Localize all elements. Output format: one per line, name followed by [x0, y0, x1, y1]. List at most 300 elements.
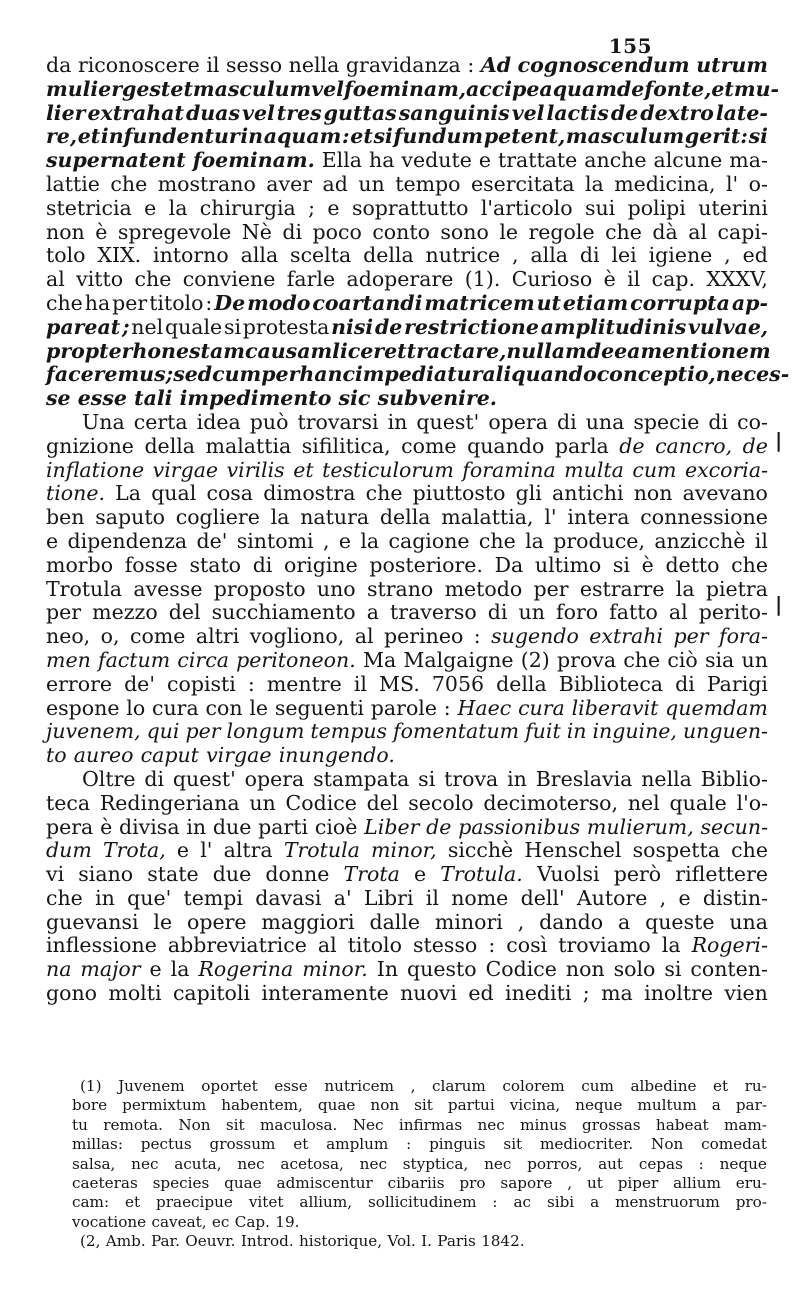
word: liberavit — [571, 695, 659, 720]
word: Juvenem — [118, 1077, 185, 1095]
word: Paris — [437, 1232, 476, 1251]
word: cognoscendum — [517, 53, 690, 77]
word: hanc — [299, 362, 355, 387]
word: state — [147, 862, 199, 887]
word: Ella — [321, 148, 363, 173]
word: come — [130, 624, 186, 649]
word: riflettere — [675, 862, 768, 887]
word: si — [748, 124, 768, 149]
word: admiscentur — [276, 1173, 373, 1192]
word: si — [418, 766, 436, 791]
word: inflessione — [46, 933, 157, 958]
word: : — [473, 624, 481, 649]
word: Oeuvr. — [185, 1232, 236, 1251]
word: stetricia — [46, 195, 132, 220]
word: secun- — [700, 814, 768, 839]
word: ap- — [731, 290, 768, 315]
word: stampata — [313, 766, 410, 791]
word: nec — [484, 1154, 512, 1173]
word: de — [426, 814, 452, 839]
word: e — [678, 885, 691, 910]
word: le — [153, 909, 173, 934]
word: nullam — [506, 338, 587, 363]
word: malattia — [205, 433, 292, 458]
word: sesso — [226, 53, 283, 77]
word: cibariis — [387, 1173, 445, 1192]
word: In — [376, 957, 399, 982]
word: causam — [244, 338, 333, 363]
word: siano — [78, 862, 134, 887]
word: aver — [266, 171, 313, 196]
word: ad — [322, 171, 348, 196]
word: tempi — [183, 885, 243, 910]
word: nec — [477, 1115, 505, 1134]
word: menstruorum — [615, 1193, 720, 1212]
word: Trotula. — [440, 862, 523, 887]
word: secolo — [408, 790, 474, 815]
word: nella — [641, 766, 692, 791]
word: parla — [554, 433, 609, 458]
word: dell' — [520, 885, 565, 910]
word: strano — [366, 576, 434, 601]
word: Autore — [576, 885, 648, 910]
text-line — [46, 316, 768, 340]
word: protesta — [242, 314, 330, 339]
word: dipendenza — [67, 528, 188, 553]
word: intera — [567, 505, 630, 530]
word: opera — [244, 766, 305, 791]
word: : — [698, 1154, 704, 1173]
word: cum — [632, 457, 677, 482]
word: (1). — [464, 267, 501, 292]
word: nec — [359, 1154, 387, 1173]
word: nome — [451, 885, 509, 910]
word: mam- — [723, 1115, 767, 1134]
word: clarum — [431, 1077, 486, 1095]
word: inediti — [505, 981, 572, 1006]
word: utrum — [696, 53, 768, 77]
word: della — [496, 671, 547, 696]
word: gli — [515, 481, 542, 506]
word: al — [317, 933, 337, 958]
word: antichi — [552, 481, 624, 506]
word: de' — [124, 671, 155, 696]
word: quest' — [416, 409, 480, 434]
word: allium — [673, 1173, 721, 1192]
word: fundum — [393, 124, 484, 149]
word: sicchè — [447, 838, 514, 863]
word: gestet — [122, 76, 193, 101]
word: al — [46, 267, 65, 292]
word: guevansi — [46, 909, 139, 934]
word: , — [659, 885, 667, 910]
word: avesse — [133, 576, 203, 601]
word: mulierum, — [586, 814, 694, 839]
word: che — [46, 885, 83, 910]
word: in — [387, 409, 408, 434]
word: nisi — [331, 314, 374, 339]
word: stesso — [413, 933, 478, 958]
word: vocatione — [72, 1212, 147, 1231]
word: opere — [187, 909, 247, 934]
word: l' — [200, 838, 213, 863]
word: , — [410, 1077, 416, 1095]
word: lactis — [546, 100, 609, 125]
word: allium, — [299, 1193, 353, 1212]
word: è — [641, 552, 654, 577]
word: et — [293, 1135, 309, 1154]
word: impediatur — [354, 362, 483, 387]
text-line — [46, 958, 768, 982]
word: de — [610, 100, 639, 125]
footnote-line — [72, 1116, 767, 1135]
word: virgae — [152, 457, 219, 482]
word: in — [186, 814, 207, 839]
word: Libri — [363, 885, 414, 910]
word: titolo — [347, 933, 402, 958]
word: partui — [447, 1096, 495, 1115]
word: intorno — [153, 243, 229, 268]
word: errore — [46, 671, 113, 696]
word: un — [358, 171, 385, 196]
word: ciò — [667, 647, 698, 672]
word: Rogeri- — [691, 933, 768, 958]
text-line — [46, 744, 768, 768]
word: longum — [226, 719, 305, 744]
text-line — [46, 221, 768, 245]
word: Ad — [480, 53, 512, 77]
word: eru- — [735, 1173, 767, 1192]
word: produce, — [553, 528, 645, 553]
word: inoltre — [644, 981, 713, 1006]
word: ed — [468, 981, 494, 1006]
text-line — [46, 506, 768, 530]
word: e — [144, 195, 157, 220]
text-line — [46, 863, 768, 887]
word: inungendo. — [278, 743, 395, 768]
word: non — [370, 1096, 400, 1115]
word: della — [144, 433, 196, 458]
word: caveat, — [151, 1212, 207, 1231]
word: impedimento — [179, 386, 332, 411]
word: proposto — [213, 576, 306, 601]
word: divisa — [118, 814, 180, 839]
word: due — [212, 862, 252, 887]
word: sia — [704, 647, 735, 672]
word: 19. — [275, 1212, 300, 1231]
word: : — [467, 53, 475, 77]
text-line — [46, 362, 790, 387]
word: propter — [46, 338, 133, 363]
word: si — [223, 314, 242, 339]
word: sollicitudinem — [367, 1193, 477, 1212]
word: decimoterso, — [483, 790, 619, 815]
word: 7056 — [431, 671, 485, 696]
word: sit — [225, 1115, 245, 1134]
word: ec — [211, 1212, 230, 1231]
word: riconoscere — [77, 53, 200, 77]
word: sanguinis — [398, 100, 510, 125]
word: caput — [140, 743, 199, 768]
word: distin- — [702, 885, 768, 910]
word: la — [661, 933, 681, 958]
word: vitto — [76, 267, 124, 292]
word: pareat — [46, 314, 121, 339]
word: Trota — [343, 862, 400, 887]
word: davasi — [255, 885, 322, 910]
word: fonte, — [644, 76, 712, 101]
text-line — [46, 792, 768, 816]
word: di — [579, 243, 600, 268]
word: tu — [72, 1115, 88, 1134]
word: Introd. — [240, 1232, 294, 1251]
word: in — [507, 766, 527, 791]
word: per — [261, 362, 300, 387]
word: aureo — [73, 743, 134, 768]
word: infundentur — [100, 124, 240, 149]
word: nel — [131, 314, 164, 339]
word: con — [205, 695, 243, 720]
word: se — [46, 386, 71, 411]
word: origine — [284, 552, 358, 577]
word: fora- — [719, 624, 768, 649]
word: una — [729, 909, 768, 934]
word: dimostra — [263, 481, 356, 506]
margin-mark: | — [775, 428, 783, 452]
word: De — [214, 290, 246, 315]
word: è — [603, 267, 616, 292]
word: di — [556, 409, 577, 434]
word: minor. — [302, 957, 368, 982]
word: inflatione — [46, 457, 145, 482]
word: mostrano — [157, 171, 256, 196]
word: sit — [503, 1135, 523, 1154]
word: avevano — [682, 481, 768, 506]
word: que' — [127, 885, 172, 910]
word: ; — [308, 195, 316, 220]
word: : — [406, 1135, 412, 1154]
page-number: 155 — [608, 34, 652, 58]
word: alla — [530, 243, 569, 268]
text-line — [46, 387, 768, 411]
word: posteriore. — [369, 552, 483, 577]
word: sugendo — [491, 624, 579, 649]
word: cura — [151, 695, 199, 720]
word: e — [327, 195, 340, 220]
word: ed — [742, 243, 768, 268]
word: connessione — [640, 505, 768, 530]
word: esse — [274, 1077, 308, 1095]
word: così — [506, 933, 548, 958]
word: (2) — [520, 647, 550, 672]
word: stato — [189, 552, 242, 577]
text-line — [46, 816, 768, 840]
word: pietra — [705, 576, 768, 601]
word: a — [590, 1193, 600, 1212]
word: di — [252, 552, 273, 577]
word: masculum — [192, 76, 312, 101]
word: che — [46, 290, 83, 315]
word: tione. — [46, 481, 105, 506]
word: faceremus — [46, 362, 166, 387]
word: che — [731, 838, 768, 863]
word: Redingeriana — [99, 790, 240, 815]
word: foeminam, — [343, 76, 466, 101]
word: Henschel — [524, 838, 622, 863]
word: vogliono, — [249, 624, 345, 649]
word: polipi — [627, 195, 686, 220]
word: altra — [223, 838, 273, 863]
word: remota. — [103, 1115, 163, 1134]
word: nec — [131, 1154, 159, 1173]
word: si — [612, 552, 630, 577]
word: la — [360, 528, 380, 553]
word: Rogerina — [198, 957, 294, 982]
word: vien — [724, 981, 768, 1006]
word: l'o- — [736, 790, 768, 815]
word: al — [354, 624, 374, 649]
word: peritoneon. — [236, 647, 356, 672]
word: la — [270, 505, 290, 530]
word: alla — [240, 243, 279, 268]
word: cum — [581, 1077, 614, 1095]
word: : — [342, 124, 350, 149]
word: che — [110, 171, 148, 196]
word: sit — [414, 1096, 433, 1115]
word: et — [713, 1077, 729, 1095]
word: anche — [584, 148, 647, 173]
word: accipe — [466, 76, 540, 101]
word: solo — [613, 957, 656, 982]
word: interamente — [261, 981, 389, 1006]
word: qual — [151, 481, 197, 506]
word: sic — [338, 386, 371, 411]
text-line — [46, 54, 768, 78]
word: natura — [300, 505, 370, 530]
word: habentem, — [221, 1096, 303, 1115]
word: vel — [511, 100, 545, 125]
word: nec — [237, 1154, 265, 1173]
word: habeat — [655, 1115, 709, 1134]
word: espone — [46, 695, 120, 720]
word: comedat — [701, 1135, 767, 1154]
word: la — [675, 576, 695, 601]
word: historique, — [298, 1232, 383, 1251]
word: la — [584, 171, 604, 196]
word: sifilitica, — [301, 433, 391, 458]
word: cagione — [388, 528, 470, 553]
word: non — [565, 957, 605, 982]
word: come — [401, 433, 457, 458]
word: foeminam. — [192, 148, 315, 173]
word: il — [425, 885, 439, 910]
word: to — [46, 743, 67, 768]
text-line — [46, 554, 768, 578]
word: per — [673, 624, 709, 649]
word: honestam — [132, 338, 245, 363]
word: supernatent — [46, 148, 186, 173]
word: MS. — [379, 671, 420, 696]
word: foro — [556, 600, 599, 625]
word: un — [249, 790, 276, 815]
word: parti — [258, 814, 309, 839]
word: maculosa. — [259, 1115, 338, 1134]
word: al — [668, 600, 688, 625]
word: dando — [539, 909, 604, 934]
text-line — [46, 578, 768, 602]
word: opera — [488, 409, 548, 434]
word: masculum — [565, 124, 685, 149]
text-line — [46, 839, 768, 863]
word: copisti — [167, 671, 236, 696]
word: per — [533, 576, 569, 601]
word: major — [80, 957, 141, 982]
word: o- — [748, 171, 768, 196]
word: conviene — [182, 267, 276, 292]
word: nel — [627, 790, 660, 815]
word: gono — [46, 981, 98, 1006]
word: et — [293, 457, 314, 482]
word: igiene — [648, 243, 713, 268]
word: è — [95, 219, 108, 244]
word: si — [664, 957, 682, 982]
word: queste — [645, 909, 715, 934]
word: de' — [196, 528, 228, 553]
word: piper — [617, 1173, 659, 1192]
word: molti — [108, 981, 162, 1006]
word: lattie — [46, 171, 100, 196]
word: mentre — [266, 671, 342, 696]
word: nuovi — [400, 981, 457, 1006]
word: fomentatum — [393, 719, 520, 744]
word: : — [247, 671, 255, 696]
word: , — [322, 528, 330, 553]
word: passionibus — [458, 814, 581, 839]
word: , — [724, 243, 731, 268]
word: 1842. — [481, 1232, 525, 1251]
word: sapore — [500, 1173, 553, 1192]
word: idea — [196, 409, 241, 434]
word: conten- — [690, 957, 768, 982]
word: uterini — [698, 195, 768, 220]
word: virgae — [206, 743, 272, 768]
word: late- — [715, 100, 768, 125]
word: soprattutto — [351, 195, 469, 220]
word: abbreviatrice — [167, 933, 307, 958]
word: pinguis — [429, 1135, 486, 1154]
text-line — [46, 768, 768, 792]
word: in — [566, 719, 587, 744]
word: Nè — [241, 219, 272, 244]
text-line — [46, 601, 768, 625]
word: di — [487, 600, 508, 625]
word: cioè — [314, 814, 358, 839]
word: tali — [134, 386, 173, 411]
word: matricem — [424, 290, 535, 315]
word: grossas — [582, 1115, 641, 1134]
word: ma — [601, 981, 633, 1006]
word: vi — [46, 862, 65, 887]
word: pectus — [140, 1135, 192, 1154]
word: : — [443, 695, 451, 720]
word: aliquando — [482, 362, 597, 387]
word: lei — [611, 243, 637, 268]
word: in — [95, 885, 115, 910]
word: Una — [82, 409, 125, 434]
word: species — [152, 1173, 210, 1192]
word: della — [379, 505, 431, 530]
word: Trotula — [46, 576, 123, 601]
